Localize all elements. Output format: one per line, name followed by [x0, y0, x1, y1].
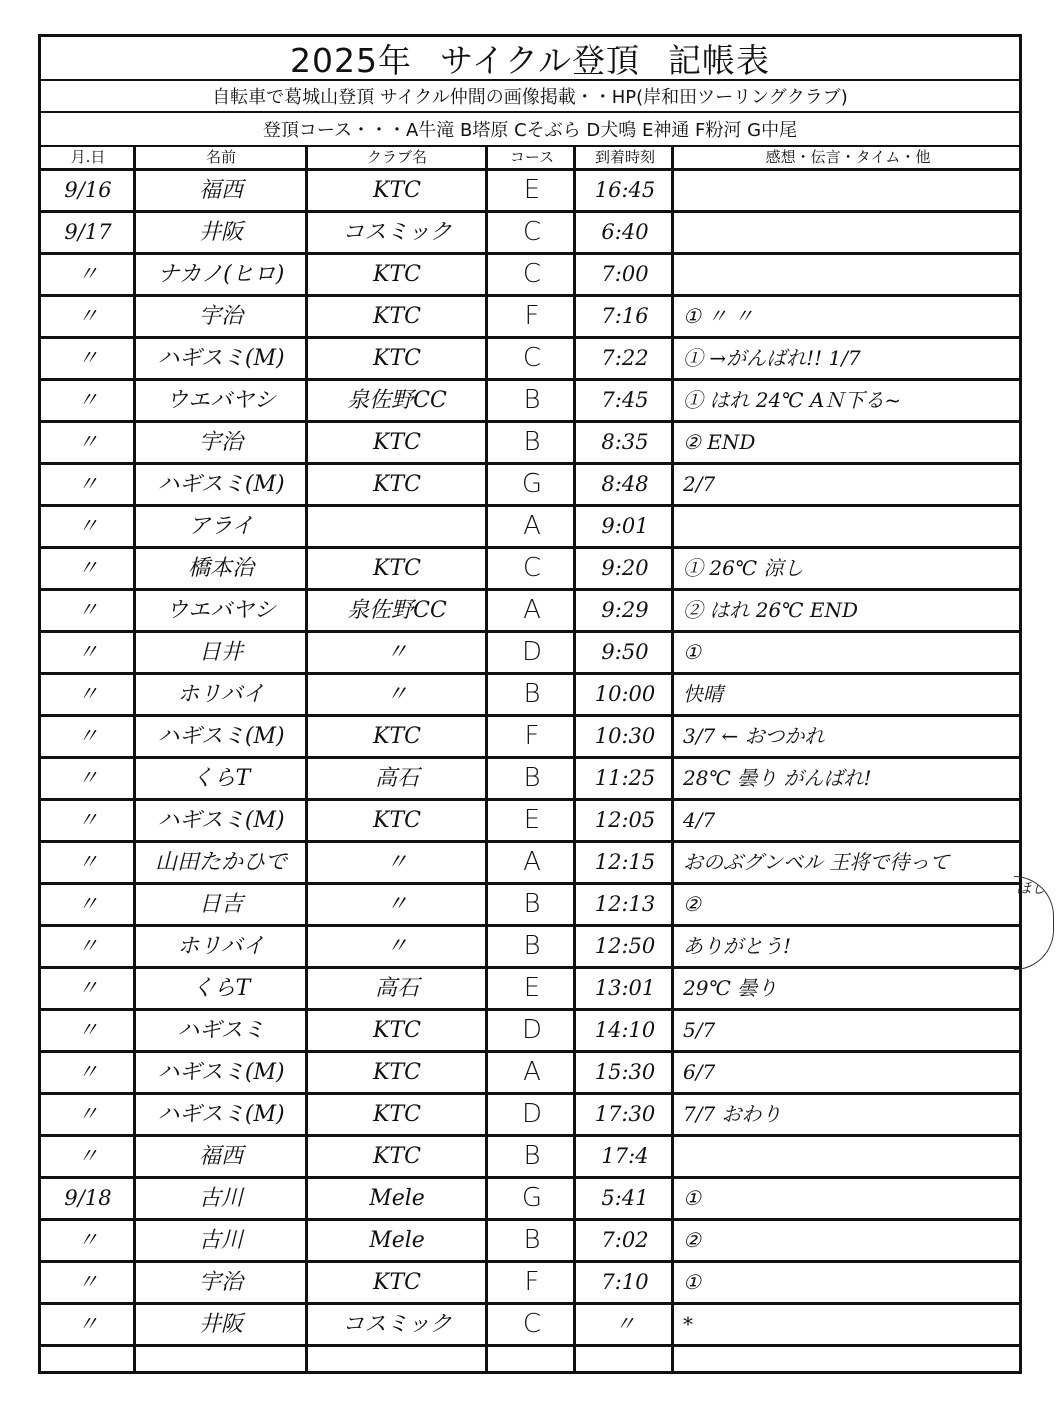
- table-row: [41, 675, 1019, 717]
- row-date: 〃: [77, 304, 99, 328]
- row-time: 7:22: [601, 346, 649, 370]
- row-club: Mele: [369, 1228, 425, 1253]
- row-date: 〃: [77, 472, 99, 496]
- row-name: 古川: [198, 1228, 243, 1253]
- row-name: ハギスミ(M): [157, 346, 285, 371]
- row-club: 〃: [385, 640, 408, 665]
- row-club: 高石: [374, 976, 419, 1001]
- table-row: [41, 1011, 1019, 1053]
- row-time: 12:15: [594, 850, 656, 874]
- row-course: C: [522, 1309, 542, 1339]
- row-date: 9/18: [64, 1186, 112, 1210]
- row-note: ②: [683, 892, 701, 916]
- row-time: 5:41: [601, 1186, 649, 1210]
- log-sheet: [38, 34, 1022, 1374]
- row-date: 〃: [77, 1018, 99, 1042]
- row-note: 3/7 ← おつかれ: [683, 724, 825, 748]
- table-row: [41, 1137, 1019, 1179]
- row-time: 17:30: [594, 1102, 656, 1126]
- row-note: 4/7: [683, 808, 716, 832]
- row-date: 〃: [77, 976, 99, 1000]
- row-note: 快晴: [683, 682, 723, 706]
- row-name: 井阪: [198, 220, 243, 245]
- row-time: 16:45: [594, 178, 656, 202]
- row-time: 6:40: [601, 220, 649, 244]
- row-time: 7:00: [601, 262, 649, 286]
- row-course: F: [524, 301, 540, 331]
- row-time: 7:10: [601, 1270, 649, 1294]
- margin-note: ほし: [1014, 876, 1054, 970]
- row-name: 日吉: [198, 892, 243, 917]
- row-note: ②: [683, 1228, 701, 1252]
- row-name: ハギスミ(M): [157, 472, 285, 497]
- row-club: KTC: [373, 178, 421, 203]
- table-row: [41, 507, 1019, 549]
- header-time: 到着時刻: [594, 148, 655, 166]
- row-note: [677, 507, 1019, 546]
- row-name: ナカノ(ヒロ): [157, 262, 285, 287]
- row-note: おのぶグンベル 王将で待って: [683, 850, 950, 874]
- row-note: 29℃ 曇り: [683, 976, 778, 1000]
- row-date: 〃: [77, 640, 99, 664]
- table-row: [41, 885, 1019, 927]
- row-course: B: [523, 427, 541, 457]
- table-row: [41, 1221, 1019, 1263]
- row-club: KTC: [373, 262, 421, 287]
- row-club: 高石: [374, 766, 419, 791]
- row-club: [311, 507, 483, 546]
- row-course: B: [523, 763, 541, 793]
- table-row: [41, 1053, 1019, 1095]
- row-date: 〃: [77, 1312, 99, 1336]
- row-note: ①: [683, 1270, 701, 1294]
- row-date: 〃: [77, 346, 99, 370]
- row-time: 14:10: [594, 1018, 656, 1042]
- row-note: 2/7: [683, 472, 716, 496]
- row-time: 10:30: [594, 724, 656, 748]
- row-name: ウエバヤシ: [166, 388, 276, 413]
- row-time: 7:16: [601, 304, 649, 328]
- row-course: A: [523, 847, 541, 877]
- row-club: KTC: [373, 1060, 421, 1085]
- row-date: 〃: [77, 934, 99, 958]
- sheet-title: [41, 37, 1019, 81]
- row-date: 〃: [77, 682, 99, 706]
- table-row: [41, 1263, 1019, 1305]
- table-row: [41, 171, 1019, 213]
- title-main: サイクル登頂: [439, 40, 641, 80]
- course-legend: 登頂コース・・・A牛滝 B塔原 Cそぶら D犬鳴 E神通 F粉河 G中尾: [41, 113, 1019, 147]
- row-name: ハギスミ(M): [157, 724, 285, 749]
- row-time: 〃: [614, 1312, 636, 1336]
- row-time: 13:01: [594, 976, 656, 1000]
- title-year: 2025年: [289, 40, 412, 80]
- row-name: くらT: [191, 766, 251, 791]
- row-date: 〃: [77, 262, 99, 286]
- table-row: [41, 339, 1019, 381]
- row-course: E: [523, 805, 541, 835]
- row-time: 11:25: [594, 766, 656, 790]
- row-course: G: [521, 1183, 543, 1213]
- row-time: 8:35: [601, 430, 649, 454]
- row-club: KTC: [373, 1018, 421, 1043]
- row-note: 7/7 おわり: [683, 1102, 782, 1126]
- header-note: 感想・伝言・タイム・他: [765, 148, 931, 166]
- table-row: [41, 297, 1019, 339]
- row-course: B: [523, 931, 541, 961]
- row-date: 〃: [77, 850, 99, 874]
- row-club: KTC: [373, 1270, 421, 1295]
- row-name: ハギスミ(M): [157, 1102, 285, 1127]
- row-name: 井阪: [198, 1312, 243, 1337]
- row-date: 〃: [77, 1270, 99, 1294]
- row-date: 〃: [77, 556, 99, 580]
- row-club: KTC: [373, 808, 421, 833]
- row-time: 8:48: [601, 472, 649, 496]
- row-name: 福西: [198, 178, 243, 203]
- row-name: ハギスミ: [177, 1018, 265, 1043]
- row-name: 古川: [198, 1186, 243, 1211]
- info-line: 自転車で葛城山登頂 サイクル仲間の画像掲載・・HP(岸和田ツーリングクラブ): [41, 81, 1019, 113]
- row-name: 宇治: [198, 1270, 243, 1295]
- table-row: [41, 633, 1019, 675]
- row-time: 17:4: [601, 1144, 649, 1168]
- row-club: KTC: [373, 1102, 421, 1127]
- row-note: [677, 1137, 1019, 1176]
- table-row: [41, 591, 1019, 633]
- row-time: 15:30: [594, 1060, 656, 1084]
- header-name: 名前: [205, 148, 236, 166]
- row-note: ①: [683, 1186, 701, 1210]
- row-course: B: [523, 1141, 541, 1171]
- row-time: 9:20: [601, 556, 649, 580]
- row-course: A: [523, 595, 541, 625]
- row-date: 〃: [77, 388, 99, 412]
- row-note: ① はれ 24℃ AＮ下る~: [683, 388, 902, 412]
- row-name: 福西: [198, 1144, 243, 1169]
- row-note: ① 〃 〃: [683, 304, 754, 328]
- table-row: [41, 255, 1019, 297]
- row-club: KTC: [373, 430, 421, 455]
- row-date: 〃: [77, 724, 99, 748]
- row-club: KTC: [373, 304, 421, 329]
- row-name: 宇治: [198, 304, 243, 329]
- row-club: KTC: [373, 472, 421, 497]
- row-course: C: [522, 343, 542, 373]
- table-row: [41, 1179, 1019, 1221]
- row-date: 〃: [77, 808, 99, 832]
- row-course: F: [524, 721, 540, 751]
- row-time: 10:00: [594, 682, 656, 706]
- table-row: [41, 381, 1019, 423]
- row-club: 〃: [385, 850, 408, 875]
- row-name: 山田たかひで: [154, 850, 287, 875]
- row-note: ② はれ 26℃ END: [683, 598, 859, 622]
- table-row: [41, 1095, 1019, 1137]
- row-time: 12:50: [594, 934, 656, 958]
- column-headers: [41, 147, 1019, 171]
- row-time: 12:13: [594, 892, 656, 916]
- row-name: アライ: [188, 514, 254, 539]
- table-row: [41, 927, 1019, 969]
- row-note: [677, 213, 1019, 252]
- row-club: 泉佐野CC: [347, 388, 447, 413]
- row-course: B: [523, 1225, 541, 1255]
- row-course: A: [523, 1057, 541, 1087]
- row-course: D: [521, 637, 543, 667]
- row-note: ① →がんばれ!! 1/7: [683, 346, 861, 370]
- row-course: C: [522, 553, 542, 583]
- row-note: 28℃ 曇り がんばれ!: [683, 766, 872, 790]
- table-row: [41, 759, 1019, 801]
- row-club: 〃: [385, 892, 408, 917]
- row-name: ホリバイ: [177, 682, 265, 707]
- row-name: ホリバイ: [177, 934, 265, 959]
- table-row: [41, 801, 1019, 843]
- header-course: コース: [509, 148, 555, 166]
- row-time: 7:45: [601, 388, 649, 412]
- row-name: 宇治: [198, 430, 243, 455]
- row-time: 9:29: [601, 598, 649, 622]
- row-club: KTC: [373, 724, 421, 749]
- row-course: F: [524, 1267, 540, 1297]
- row-time: 9:01: [601, 514, 649, 538]
- row-date: 〃: [77, 598, 99, 622]
- row-course: D: [521, 1099, 543, 1129]
- row-club: KTC: [373, 346, 421, 371]
- row-date: 〃: [77, 430, 99, 454]
- row-note: ① 26℃ 涼し: [683, 556, 804, 580]
- row-name: 橋本治: [187, 556, 254, 581]
- table-row: [41, 1305, 1019, 1347]
- row-course: C: [522, 259, 542, 289]
- row-note: 5/7: [683, 1018, 716, 1042]
- table-row: [41, 423, 1019, 465]
- row-club: コスミック: [342, 220, 452, 245]
- row-date: 〃: [77, 892, 99, 916]
- table-row: [41, 549, 1019, 591]
- table-row: [41, 969, 1019, 1011]
- row-note: [677, 255, 1019, 294]
- table-row: [41, 717, 1019, 759]
- row-course: B: [523, 385, 541, 415]
- row-club: Mele: [369, 1186, 425, 1211]
- row-course: B: [523, 889, 541, 919]
- row-date: 〃: [77, 1144, 99, 1168]
- table-row: [41, 213, 1019, 255]
- row-date: 〃: [77, 1060, 99, 1084]
- row-course: E: [523, 973, 541, 1003]
- title-sub: 記帳表: [668, 40, 771, 80]
- table-row: [41, 465, 1019, 507]
- row-note: ①: [683, 640, 701, 664]
- row-club: コスミック: [342, 1312, 452, 1337]
- row-note: ありがとう!: [683, 934, 792, 958]
- row-date: 9/16: [64, 178, 112, 202]
- row-name: ハギスミ(M): [157, 1060, 285, 1085]
- row-date: 〃: [77, 1102, 99, 1126]
- row-date: 〃: [77, 766, 99, 790]
- table-row: [41, 843, 1019, 885]
- row-club: 〃: [385, 682, 408, 707]
- row-club: KTC: [373, 1144, 421, 1169]
- row-time: 12:05: [594, 808, 656, 832]
- row-course: D: [521, 1015, 543, 1045]
- row-course: C: [522, 217, 542, 247]
- row-course: B: [523, 679, 541, 709]
- row-name: くらT: [191, 976, 251, 1001]
- header-date: 月.日: [70, 148, 106, 166]
- row-name: ウエバヤシ: [166, 598, 276, 623]
- row-date: 〃: [77, 1228, 99, 1252]
- row-course: E: [523, 175, 541, 205]
- row-date: 9/17: [64, 220, 112, 244]
- row-name: ハギスミ(M): [157, 808, 285, 833]
- header-club: クラブ名: [366, 148, 427, 166]
- row-course: A: [523, 511, 541, 541]
- row-note: [677, 171, 1019, 210]
- row-note: *: [683, 1312, 693, 1336]
- row-club: 泉佐野CC: [347, 598, 447, 623]
- row-club: 〃: [385, 934, 408, 959]
- row-time: 9:50: [601, 640, 649, 664]
- row-club: KTC: [373, 556, 421, 581]
- row-time: 7:02: [601, 1228, 649, 1252]
- row-name: 日井: [198, 640, 243, 665]
- row-course: G: [521, 469, 543, 499]
- row-note: ② END: [683, 430, 756, 454]
- row-note: 6/7: [683, 1060, 716, 1084]
- row-date: 〃: [77, 514, 99, 538]
